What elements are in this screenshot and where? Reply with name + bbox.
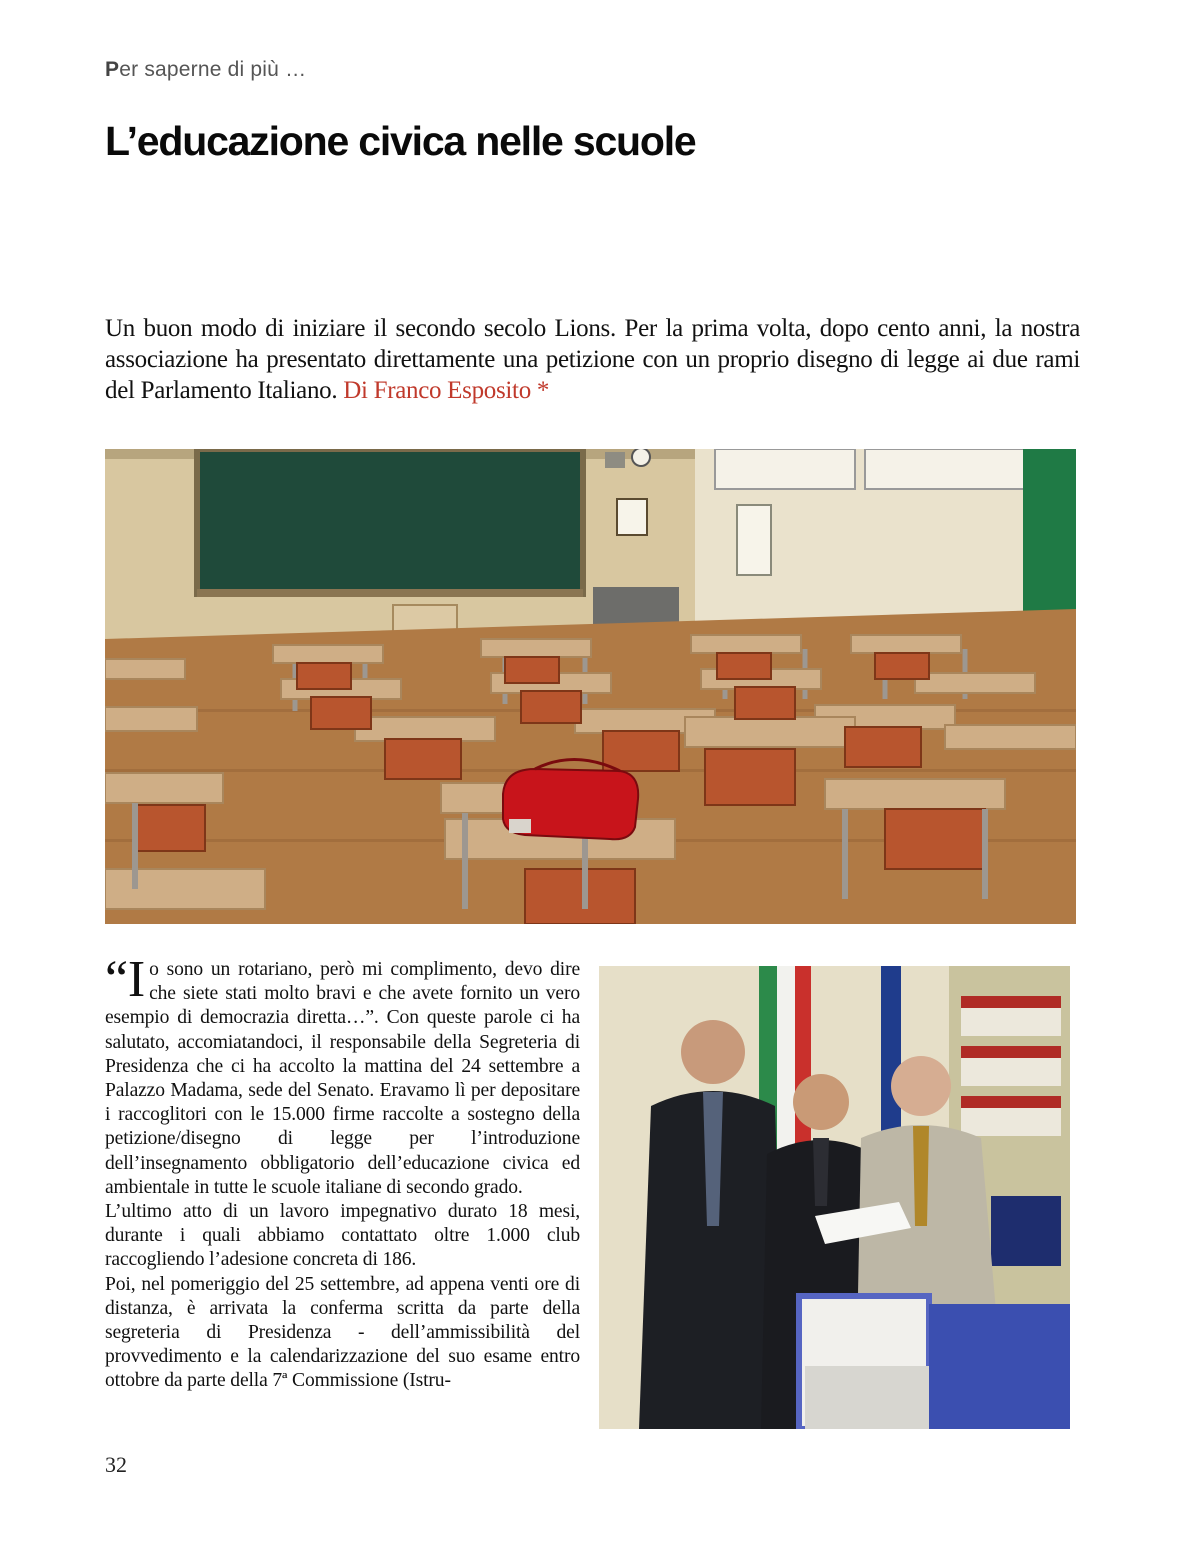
article-body xyxy=(105,951,580,1394)
red-school-bag xyxy=(503,759,638,839)
body-paragraph-3: Poi, nel pomeriggio del 25 settembre, ad appena venti ore di distanza, è arrivata la conferma scritta da parte della segreteria di Presidenza - dell’ammissibilità del provvedimento e la calendarizzazione del suo esame entro ottobre da parte della 7ª Commissione (Istru- xyxy=(105,1273,580,1392)
senate-meeting-photo xyxy=(599,966,1070,1429)
article-headline: L’educazione civica nelle scuole xyxy=(105,118,696,164)
senate-meeting-illustration xyxy=(599,966,1070,1429)
article-standfirst xyxy=(105,313,1080,406)
author-byline: Di Franco Esposito * xyxy=(343,377,550,404)
section-label-text: er saperne di più … xyxy=(119,58,307,81)
section-label xyxy=(105,58,306,82)
body-paragraph-1 xyxy=(105,951,580,1200)
standfirst-text: Un buon modo di iniziare il secondo secolo Lions. Per la prima volta, dopo cento anni, la nostra associazione ha presentato direttamente una petizione con un proprio disegno di legge ai due rami del Parlamento Italiano. xyxy=(105,315,1080,404)
section-label-initial: P xyxy=(105,58,120,81)
drop-cap: “I xyxy=(105,951,146,1008)
page-number: 32 xyxy=(105,1452,127,1477)
body-paragraph-1-text: o sono un rotariano, però mi complimento, devo dire che siete stati molto bravi e che avete fornito un vero esempio di democrazia diretta…”. Con queste parole ci ha salutato, accomiatandoci, il responsabile della Segreteria di Presidenza che ci ha accolto la mattina del 24 settembre a Palazzo Madama, sede del Senato. Eravamo lì per depositare i raccoglitori con le 15.000 firme raccolte a sostegno della petizione/disegno di legge per l’introduzione dell’insegnamento obbligatorio dell’educazione civica ed ambientale in tutte le scuole italiane di secondo grado. xyxy=(105,959,580,1198)
classroom-photo xyxy=(105,449,1076,924)
body-paragraph-2: L’ultimo atto di un lavoro impegnativo durato 18 mesi, durante i quali abbiamo contattato oltre 1.000 club raccogliendo l’adesione concreta di 186. xyxy=(105,1201,580,1271)
classroom-illustration xyxy=(105,449,1076,924)
